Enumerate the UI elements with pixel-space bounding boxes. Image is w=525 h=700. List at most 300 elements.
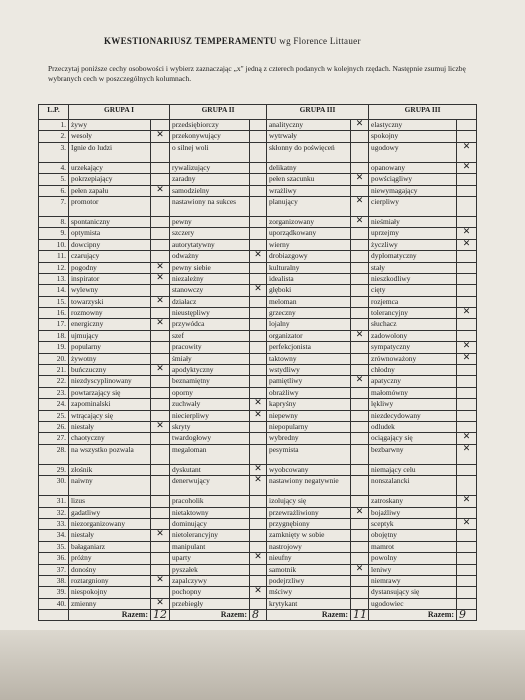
trait-group-2: stanowczy (170, 285, 250, 296)
checkbox-group-3[interactable] (351, 518, 369, 529)
table-header-row (39, 105, 477, 120)
trait-group-1: niespokojny (69, 587, 151, 598)
trait-group-2: szczery (170, 228, 250, 239)
checkbox-group-3[interactable]: ✕ (351, 216, 369, 227)
trait-group-4: opanowany (369, 162, 457, 173)
trait-group-2: szef (170, 330, 250, 341)
checkbox-group-2[interactable] (250, 216, 267, 227)
trait-group-3: wyobcowany (267, 464, 351, 475)
checkbox-group-4[interactable]: ✕ (457, 518, 477, 529)
trait-group-2: zuchwały (170, 399, 250, 410)
trait-group-3: zamknięty w sobie (267, 530, 351, 541)
checkbox-group-3[interactable] (351, 496, 369, 507)
checkbox-group-1[interactable] (151, 342, 170, 353)
checkbox-group-4[interactable] (457, 273, 477, 284)
trait-group-2: twardogłowy (170, 433, 250, 444)
trait-group-4: elastyczny (369, 120, 457, 131)
checkbox-group-4[interactable] (457, 507, 477, 518)
checkbox-group-3[interactable] (351, 353, 369, 364)
checkbox-group-1[interactable] (151, 308, 170, 319)
checkbox-group-2[interactable] (250, 319, 267, 330)
table-row (39, 421, 477, 432)
checkbox-group-1[interactable]: ✕ (151, 319, 170, 330)
table-row (39, 575, 477, 586)
checkbox-group-3[interactable] (351, 444, 369, 464)
trait-group-3: skłonny do poświęceń (267, 142, 351, 162)
trait-group-2: przekonywujący (170, 131, 250, 142)
checkbox-group-2[interactable] (250, 120, 267, 131)
checkbox-group-2[interactable] (250, 342, 267, 353)
checkbox-group-1[interactable]: ✕ (151, 131, 170, 142)
trait-group-1: lizus (69, 496, 151, 507)
checkbox-group-2[interactable]: ✕ (250, 553, 267, 564)
totals-label-g2: Razem: (170, 610, 250, 621)
checkbox-group-4[interactable] (457, 365, 477, 376)
checkbox-group-2[interactable] (250, 262, 267, 273)
checkbox-group-4[interactable]: ✕ (457, 228, 477, 239)
trait-group-3: kapryśny (267, 399, 351, 410)
trait-group-4: spokojny (369, 131, 457, 142)
checkbox-group-1[interactable] (151, 433, 170, 444)
trait-group-3: nieufny (267, 553, 351, 564)
header-lp: L.P. (39, 105, 69, 120)
table-row (39, 464, 477, 475)
table-row (39, 239, 477, 250)
checkbox-group-4[interactable] (457, 120, 477, 131)
checkbox-group-3[interactable] (351, 185, 369, 196)
total-group-3: 11 (351, 610, 369, 621)
checkbox-group-3[interactable] (351, 273, 369, 284)
trait-group-4: ugodowiec (369, 598, 457, 609)
checkbox-group-4[interactable]: ✕ (457, 496, 477, 507)
trait-group-1: bałaganiarz (69, 541, 151, 552)
checkbox-group-4[interactable] (457, 262, 477, 273)
table-row (39, 353, 477, 364)
trait-group-1: energiczny (69, 319, 151, 330)
trait-group-3: lojalny (267, 319, 351, 330)
checkbox-group-4[interactable]: ✕ (457, 342, 477, 353)
checkbox-group-4[interactable] (457, 564, 477, 575)
trait-group-3: grzeczny (267, 308, 351, 319)
table-row (39, 564, 477, 575)
checkbox-group-2[interactable] (250, 131, 267, 142)
checkbox-group-1[interactable] (151, 587, 170, 598)
checkbox-group-4[interactable]: ✕ (457, 162, 477, 173)
trait-group-4: niemrawy (369, 575, 457, 586)
trait-group-1: donośny (69, 564, 151, 575)
checkbox-group-2[interactable] (250, 575, 267, 586)
checkbox-group-3[interactable] (351, 239, 369, 250)
table-row (39, 507, 477, 518)
checkbox-group-2[interactable] (250, 228, 267, 239)
checkbox-group-2[interactable]: ✕ (250, 285, 267, 296)
trait-group-2: autorytatywny (170, 239, 250, 250)
checkbox-group-3[interactable]: ✕ (351, 174, 369, 185)
checkbox-group-3[interactable]: ✕ (351, 120, 369, 131)
trait-group-1: próżny (69, 553, 151, 564)
checkbox-group-1[interactable] (151, 410, 170, 421)
checkbox-group-3[interactable] (351, 142, 369, 162)
trait-group-2: apodyktyczny (170, 365, 250, 376)
table-row (39, 131, 477, 142)
checkbox-group-1[interactable]: ✕ (151, 530, 170, 541)
checkbox-group-1[interactable] (151, 285, 170, 296)
checkbox-group-3[interactable] (351, 541, 369, 552)
checkbox-group-3[interactable] (351, 319, 369, 330)
checkbox-group-3[interactable] (351, 387, 369, 398)
checkbox-group-4[interactable]: ✕ (457, 444, 477, 464)
trait-group-1: towarzyski (69, 296, 151, 307)
checkbox-group-1[interactable] (151, 216, 170, 227)
table-row (39, 444, 477, 464)
trait-group-2: o silnej woli (170, 142, 250, 162)
table-row (39, 433, 477, 444)
checkbox-group-3[interactable] (351, 399, 369, 410)
checkbox-group-1[interactable]: ✕ (151, 575, 170, 586)
trait-group-1: popularny (69, 342, 151, 353)
checkbox-group-3[interactable] (351, 342, 369, 353)
trait-group-1: niezdyscyplinowany (69, 376, 151, 387)
checkbox-group-2[interactable] (250, 162, 267, 173)
table-row (39, 120, 477, 131)
trait-group-2: działacz (170, 296, 250, 307)
checkbox-group-3[interactable] (351, 553, 369, 564)
trait-group-1: promotor (69, 196, 151, 216)
checkbox-group-2[interactable]: ✕ (250, 587, 267, 598)
trait-group-1: pełen zapału (69, 185, 151, 196)
checkbox-group-1[interactable]: ✕ (151, 185, 170, 196)
checkbox-group-3[interactable] (351, 262, 369, 273)
table-row (39, 285, 477, 296)
table-row (39, 296, 477, 307)
row-number: 28. (39, 444, 69, 464)
checkbox-group-4[interactable]: ✕ (457, 239, 477, 250)
trait-group-3: niepopularny (267, 421, 351, 432)
checkbox-group-4[interactable] (457, 575, 477, 586)
checkbox-group-3[interactable] (351, 131, 369, 142)
row-number: 31. (39, 496, 69, 507)
table-row (39, 216, 477, 227)
checkbox-group-1[interactable] (151, 553, 170, 564)
checkbox-group-2[interactable] (250, 564, 267, 575)
checkbox-group-3[interactable] (351, 464, 369, 475)
trait-group-1: żywotny (69, 353, 151, 364)
trait-group-4: nonszalancki (369, 476, 457, 496)
table-row (39, 476, 477, 496)
trait-group-1: na wszystko pozwala (69, 444, 151, 464)
table-row (39, 162, 477, 173)
row-number: 38. (39, 575, 69, 586)
totals-label-g4: Razem: (369, 610, 457, 621)
trait-group-2: beznamiętny (170, 376, 250, 387)
temperament-table (38, 104, 477, 621)
checkbox-group-1[interactable] (151, 353, 170, 364)
trait-group-4: obojętny (369, 530, 457, 541)
checkbox-group-1[interactable] (151, 464, 170, 475)
trait-group-4: rozjemca (369, 296, 457, 307)
checkbox-group-4[interactable] (457, 399, 477, 410)
trait-group-3: uporządkowany (267, 228, 351, 239)
trait-group-1: niestały (69, 530, 151, 541)
checkbox-group-2[interactable] (250, 174, 267, 185)
checkbox-group-4[interactable]: ✕ (457, 353, 477, 364)
checkbox-group-4[interactable] (457, 174, 477, 185)
checkbox-group-4[interactable] (457, 530, 477, 541)
trait-group-4: odludek (369, 421, 457, 432)
checkbox-group-2[interactable]: ✕ (250, 476, 267, 496)
checkbox-group-1[interactable]: ✕ (151, 365, 170, 376)
checkbox-group-1[interactable] (151, 541, 170, 552)
trait-group-4: nieszkodliwy (369, 273, 457, 284)
checkbox-group-3[interactable] (351, 421, 369, 432)
checkbox-group-3[interactable] (351, 410, 369, 421)
row-number: 11. (39, 251, 69, 262)
trait-group-1: optymista (69, 228, 151, 239)
trait-group-4: ugodowy (369, 142, 457, 162)
checkbox-group-2[interactable] (250, 308, 267, 319)
row-number: 19. (39, 342, 69, 353)
trait-group-3: mściwy (267, 587, 351, 598)
trait-group-3: nastrojowy (267, 541, 351, 552)
checkbox-group-2[interactable] (250, 296, 267, 307)
checkbox-group-4[interactable] (457, 553, 477, 564)
checkbox-group-1[interactable] (151, 239, 170, 250)
row-number: 29. (39, 464, 69, 475)
checkbox-group-2[interactable]: ✕ (250, 410, 267, 421)
checkbox-group-1[interactable] (151, 507, 170, 518)
checkbox-group-3[interactable] (351, 530, 369, 541)
table-row (39, 228, 477, 239)
checkbox-group-2[interactable] (250, 496, 267, 507)
checkbox-group-4[interactable] (457, 185, 477, 196)
trait-group-1: powtarzający się (69, 387, 151, 398)
trait-group-2: zaradny (170, 174, 250, 185)
table-row (39, 541, 477, 552)
trait-group-1: zmienny (69, 598, 151, 609)
trait-group-4: lękliwy (369, 399, 457, 410)
checkbox-group-2[interactable] (250, 433, 267, 444)
trait-group-4: mamrot (369, 541, 457, 552)
table-row (39, 518, 477, 529)
table-row (39, 587, 477, 598)
trait-group-3: taktowny (267, 353, 351, 364)
row-number: 3. (39, 142, 69, 162)
trait-group-1: chaotyczny (69, 433, 151, 444)
trait-group-2: nastawiony na sukces (170, 196, 250, 216)
checkbox-group-3[interactable] (351, 251, 369, 262)
trait-group-3: perfekcjonista (267, 342, 351, 353)
checkbox-group-2[interactable]: ✕ (250, 464, 267, 475)
checkbox-group-4[interactable] (457, 464, 477, 475)
checkbox-group-2[interactable]: ✕ (250, 251, 267, 262)
trait-group-4: powściągliwy (369, 174, 457, 185)
checkbox-group-1[interactable]: ✕ (151, 296, 170, 307)
checkbox-group-4[interactable] (457, 387, 477, 398)
trait-group-3: wstydliwy (267, 365, 351, 376)
checkbox-group-2[interactable] (250, 330, 267, 341)
checkbox-group-2[interactable] (250, 376, 267, 387)
checkbox-group-1[interactable] (151, 476, 170, 496)
checkbox-group-3[interactable] (351, 587, 369, 598)
checkbox-group-3[interactable] (351, 296, 369, 307)
row-number: 18. (39, 330, 69, 341)
checkbox-group-2[interactable] (250, 518, 267, 529)
checkbox-group-2[interactable] (250, 239, 267, 250)
checkbox-group-4[interactable] (457, 421, 477, 432)
header-group-2: GRUPA II (170, 105, 267, 120)
checkbox-group-2[interactable] (250, 541, 267, 552)
checkbox-group-2[interactable] (250, 142, 267, 162)
checkbox-group-4[interactable] (457, 541, 477, 552)
checkbox-group-2[interactable] (250, 365, 267, 376)
checkbox-group-3[interactable]: ✕ (351, 376, 369, 387)
checkbox-group-4[interactable]: ✕ (457, 433, 477, 444)
trait-group-2: pracowity (170, 342, 250, 353)
trait-group-3: analityczny (267, 120, 351, 131)
trait-group-1: dowcipny (69, 239, 151, 250)
checkbox-group-3[interactable] (351, 365, 369, 376)
table-row (39, 530, 477, 541)
checkbox-group-4[interactable] (457, 587, 477, 598)
row-number: 24. (39, 399, 69, 410)
checkbox-group-4[interactable] (457, 330, 477, 341)
trait-group-1: pogodny (69, 262, 151, 273)
checkbox-group-3[interactable] (351, 285, 369, 296)
trait-group-1: wesoły (69, 131, 151, 142)
checkbox-group-1[interactable] (151, 564, 170, 575)
checkbox-group-1[interactable] (151, 376, 170, 387)
checkbox-group-3[interactable] (351, 308, 369, 319)
trait-group-2: śmiały (170, 353, 250, 364)
checkbox-group-3[interactable]: ✕ (351, 507, 369, 518)
row-number: 39. (39, 587, 69, 598)
checkbox-group-2[interactable] (250, 507, 267, 518)
trait-group-3: głęboki (267, 285, 351, 296)
table-row (39, 273, 477, 284)
checkbox-group-1[interactable] (151, 251, 170, 262)
checkbox-group-4[interactable] (457, 131, 477, 142)
checkbox-group-4[interactable] (457, 196, 477, 216)
trait-group-3: wrażliwy (267, 185, 351, 196)
trait-group-1: rozmowny (69, 308, 151, 319)
table-row (39, 174, 477, 185)
checkbox-group-3[interactable] (351, 433, 369, 444)
trait-group-1: żywy (69, 120, 151, 131)
checkbox-group-4[interactable] (457, 216, 477, 227)
trait-group-3: przygnębiony (267, 518, 351, 529)
trait-group-3: krytykant (267, 598, 351, 609)
checkbox-group-4[interactable]: ✕ (457, 308, 477, 319)
checkbox-group-4[interactable] (457, 319, 477, 330)
checkbox-group-1[interactable] (151, 174, 170, 185)
table-row (39, 387, 477, 398)
checkbox-group-1[interactable] (151, 330, 170, 341)
checkbox-group-3[interactable] (351, 575, 369, 586)
checkbox-group-1[interactable]: ✕ (151, 262, 170, 273)
checkbox-group-3[interactable] (351, 228, 369, 239)
checkbox-group-1[interactable] (151, 496, 170, 507)
checkbox-group-1[interactable] (151, 142, 170, 162)
checkbox-group-2[interactable] (250, 421, 267, 432)
trait-group-1: pokrzepiający (69, 174, 151, 185)
checkbox-group-2[interactable] (250, 273, 267, 284)
checkbox-group-1[interactable] (151, 399, 170, 410)
checkbox-group-2[interactable] (250, 353, 267, 364)
trait-group-1: urzekający (69, 162, 151, 173)
trait-group-4: apatyczny (369, 376, 457, 387)
table-row (39, 142, 477, 162)
checkbox-group-4[interactable] (457, 296, 477, 307)
checkbox-group-1[interactable] (151, 228, 170, 239)
row-number: 27. (39, 433, 69, 444)
row-number: 17. (39, 319, 69, 330)
trait-group-3: wytrwały (267, 131, 351, 142)
checkbox-group-4[interactable]: ✕ (457, 142, 477, 162)
table-row (39, 399, 477, 410)
checkbox-group-2[interactable] (250, 387, 267, 398)
checkbox-group-3[interactable]: ✕ (351, 564, 369, 575)
trait-group-2: niezależny (170, 273, 250, 284)
checkbox-group-2[interactable] (250, 530, 267, 541)
checkbox-group-4[interactable] (457, 285, 477, 296)
trait-group-4: cięty (369, 285, 457, 296)
row-number: 8. (39, 216, 69, 227)
totals-label-g3: Razem: (267, 610, 351, 621)
table-row (39, 251, 477, 262)
checkbox-group-1[interactable]: ✕ (151, 273, 170, 284)
trait-group-2: manipulant (170, 541, 250, 552)
trait-group-4: dystansujący się (369, 587, 457, 598)
row-number: 34. (39, 530, 69, 541)
checkbox-group-1[interactable] (151, 387, 170, 398)
checkbox-group-1[interactable] (151, 196, 170, 216)
trait-group-1: gadatliwy (69, 507, 151, 518)
row-number: 4. (39, 162, 69, 173)
checkbox-group-2[interactable] (250, 185, 267, 196)
checkbox-group-1[interactable] (151, 120, 170, 131)
trait-group-3: nastawiony negatywnie (267, 476, 351, 496)
checkbox-group-3[interactable]: ✕ (351, 196, 369, 216)
trait-group-1: zapominalski (69, 399, 151, 410)
checkbox-group-1[interactable] (151, 518, 170, 529)
checkbox-group-4[interactable] (457, 251, 477, 262)
checkbox-group-3[interactable] (351, 476, 369, 496)
checkbox-group-2[interactable] (250, 196, 267, 216)
trait-group-3: izolujący się (267, 496, 351, 507)
checkbox-group-4[interactable] (457, 476, 477, 496)
checkbox-group-4[interactable] (457, 376, 477, 387)
checkbox-group-4[interactable] (457, 410, 477, 421)
trait-group-2: pewny (170, 216, 250, 227)
trait-group-2: niecierpliwy (170, 410, 250, 421)
table-row (39, 319, 477, 330)
checkbox-group-1[interactable]: ✕ (151, 421, 170, 432)
checkbox-group-1[interactable] (151, 444, 170, 464)
trait-group-1: inspirator (69, 273, 151, 284)
checkbox-group-1[interactable]: ✕ (151, 598, 170, 609)
checkbox-group-2[interactable] (250, 444, 267, 464)
trait-group-4: tolerancyjny (369, 308, 457, 319)
checkbox-group-3[interactable]: ✕ (351, 330, 369, 341)
row-number: 2. (39, 131, 69, 142)
trait-group-4: stały (369, 262, 457, 273)
checkbox-group-2[interactable]: ✕ (250, 399, 267, 410)
row-number: 12. (39, 262, 69, 273)
row-number: 7. (39, 196, 69, 216)
checkbox-group-3[interactable] (351, 162, 369, 173)
checkbox-group-1[interactable] (151, 162, 170, 173)
trait-group-3: przewrażliwiony (267, 507, 351, 518)
